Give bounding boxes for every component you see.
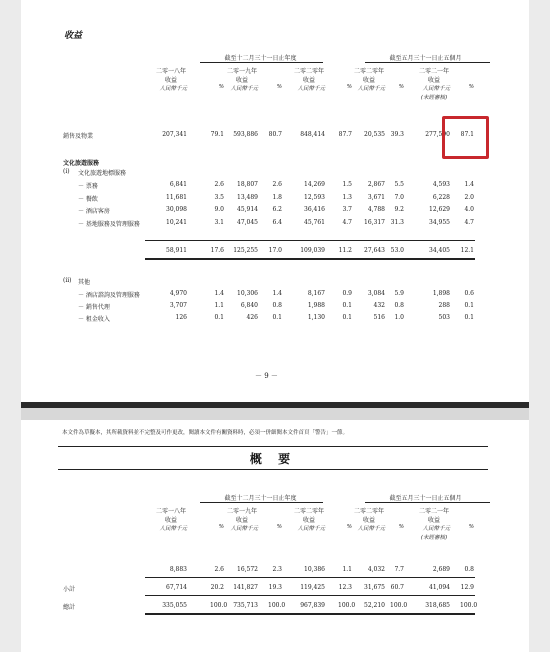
row-i-percent: 6.4 [272, 218, 282, 226]
row-ii-percent: 0.1 [464, 314, 474, 321]
row-ii-percent: 0.1 [342, 302, 352, 309]
row-ii-percent: 0.9 [342, 290, 352, 297]
p2-row-value: 4,032 [367, 566, 385, 573]
sales-value: 277,590 [425, 131, 450, 138]
row-i-value: 30,098 [166, 206, 187, 213]
p2-total-value: 318,685 [425, 602, 450, 609]
row-label-sales: 銷售及物業 [63, 133, 94, 140]
row-ii-value: 1,988 [307, 302, 325, 309]
p2-total-percent: 100.0 [460, 602, 478, 609]
row-ii-value: 426 [246, 314, 258, 321]
row-ii-value: 1,898 [432, 290, 450, 297]
row-i-value: 12,593 [304, 193, 325, 201]
revenue-header: 收益 [362, 517, 375, 524]
row-i-percent: 5.5 [394, 181, 404, 188]
percent-header: % [468, 84, 474, 90]
row-ii-percent: 0.1 [214, 314, 224, 321]
revenue-header: 收益 [164, 517, 177, 524]
row-i-percent: 9.0 [214, 206, 224, 213]
row-i-value: 11,681 [166, 193, 187, 201]
row-ii-percent: 0.1 [342, 314, 352, 321]
row-ii-percent: 0.8 [394, 302, 404, 309]
sub-i-label: 文化旅遊地標服務 [78, 170, 127, 177]
percent-header: % [218, 524, 224, 530]
row-label: － 酒店諮詢及管理服務 [78, 292, 140, 299]
row-ii-value: 3,084 [367, 290, 385, 297]
row-i-percent: 6.2 [272, 206, 282, 213]
row-label: － 銷售代理 [78, 304, 110, 311]
row-ii-percent: 0.6 [464, 290, 474, 297]
p2-subtotal-percent: 19.3 [268, 584, 282, 591]
sales-percent: 79.1 [210, 131, 224, 138]
p2-subtotal-percent: 20.2 [210, 584, 224, 591]
subtotal-i-value: 109,039 [300, 247, 325, 254]
row-label: － 基地服務及管理服務 [78, 220, 140, 228]
row-i-value: 13,489 [237, 193, 258, 201]
row-ii-percent: 1.1 [214, 302, 224, 309]
row-i-value: 45,914 [237, 206, 258, 213]
row-i-value: 47,045 [237, 218, 258, 226]
sales-percent: 80.7 [268, 131, 282, 138]
percent-header: % [346, 524, 352, 530]
percent-header: % [398, 524, 404, 530]
p2-row-percent: 0.8 [464, 566, 474, 573]
year-header: 二零二零年 [293, 508, 324, 515]
year-header: 二零一八年 [155, 508, 186, 515]
subtotal-i-percent: 11.2 [338, 247, 352, 254]
row-ii-value: 3,707 [169, 302, 187, 309]
row-i-percent: 3.5 [214, 193, 224, 201]
row-i-percent: 7.0 [394, 193, 404, 201]
sales-percent: 87.7 [338, 131, 352, 138]
unaudited-note: (未經審核) [420, 95, 448, 101]
unaudited-note: (未經審核) [420, 535, 448, 541]
draft-notice: 本文件為草擬本，其所載資料並不完整及可作更改，閱讀本文件有關資料時，必須一併細閱本文件首頁「警告」一節。 [62, 430, 349, 436]
row-i-value: 4,788 [367, 206, 385, 213]
row-label: － 酒店客房 [78, 208, 110, 215]
p2-subtotal-value: 141,827 [233, 584, 258, 591]
subtotal-i-value: 58,911 [166, 247, 187, 254]
percent-header: % [218, 84, 224, 90]
row-ii-percent: 1.4 [214, 290, 224, 297]
p2-row-value: 8,883 [169, 566, 187, 573]
row-i-value: 2,867 [367, 181, 385, 188]
unit-header: 人民幣千元 [230, 526, 258, 532]
row-i-value: 18,807 [237, 181, 258, 188]
row-ii-value: 288 [438, 302, 450, 309]
year-header: 二零一八年 [155, 68, 186, 75]
percent-header: % [346, 84, 352, 90]
row-i-percent: 2.6 [272, 181, 282, 188]
row-ii-percent: 1.4 [272, 290, 282, 297]
unit-header: 人民幣千元 [357, 86, 385, 92]
summary-banner: 概 要 [58, 446, 488, 470]
row-i-value: 16,317 [364, 218, 385, 226]
percent-header: % [468, 524, 474, 530]
unit-header: 人民幣千元 [297, 86, 325, 92]
p2-subtotal-value: 67,714 [166, 584, 187, 591]
subtotal-i-value: 125,255 [233, 247, 258, 254]
row-i-percent: 1.3 [342, 193, 352, 201]
p2-row-value: 10,386 [304, 566, 325, 573]
row-i-value: 12,629 [429, 206, 450, 213]
category-header: 文化旅遊服務 [63, 160, 100, 167]
p2-row-percent: 2.6 [214, 566, 224, 573]
row-ii-value: 4,970 [169, 290, 187, 297]
revenue-header: 收益 [427, 77, 440, 84]
p2-total-percent: 100.0 [268, 602, 286, 609]
year-header: 二零二一年 [418, 508, 449, 515]
subtotal-i-percent: 17.6 [210, 247, 224, 254]
percent-header: % [398, 84, 404, 90]
sales-value: 207,341 [162, 131, 187, 138]
row-i-percent: 1.5 [342, 181, 352, 188]
p2-row-percent: 2.3 [272, 566, 282, 573]
p2-total-value: 52,210 [364, 602, 385, 609]
row-i-percent: 4.0 [464, 206, 474, 213]
year-header: 二零二零年 [353, 68, 384, 75]
subtotal-i-percent: 12.1 [460, 247, 474, 254]
sub-ii-marker: (ii) [63, 277, 72, 284]
row-label: － 餐飲 [78, 195, 98, 203]
row-i-percent: 31.3 [390, 218, 404, 226]
year-header: 二零二零年 [353, 508, 384, 515]
row-i-percent: 9.2 [394, 206, 404, 213]
page-separator [21, 402, 529, 420]
year-header: 二零一九年 [226, 508, 257, 515]
unit-header: 人民幣千元 [422, 526, 450, 532]
row-ii-value: 432 [373, 302, 385, 309]
page-number: － 9 － [255, 372, 278, 380]
revenue-header: 收益 [427, 517, 440, 524]
row-i-percent: 3.1 [214, 218, 224, 226]
sales-percent: 87.1 [460, 131, 474, 138]
row-i-percent: 1.8 [272, 193, 282, 201]
sub-ii-label: 其他 [78, 279, 91, 286]
row-ii-value: 6,840 [240, 302, 258, 309]
p2-subtotal-percent: 12.9 [460, 584, 474, 591]
row-ii-value: 10,306 [237, 290, 258, 297]
subtotal-i-value: 27,643 [364, 247, 385, 254]
unit-header: 人民幣千元 [159, 86, 187, 92]
revenue-header: 收益 [164, 77, 177, 84]
p2-total-value: 735,713 [233, 602, 258, 609]
row-i-value: 6,228 [432, 193, 450, 201]
total-label: 總計 [63, 604, 76, 611]
row-i-percent: 2.0 [464, 193, 474, 201]
row-label: － 租金收入 [78, 316, 110, 323]
subtotal-i-value: 34,405 [429, 247, 450, 254]
row-ii-value: 8,167 [307, 290, 325, 297]
row-ii-percent: 0.8 [272, 302, 282, 309]
row-i-value: 3,671 [367, 193, 385, 201]
row-ii-percent: 0.1 [272, 314, 282, 321]
unit-header: 人民幣千元 [159, 526, 187, 532]
p2-total-value: 335,055 [162, 602, 187, 609]
highlight-box [442, 116, 489, 159]
p2-subtotal-value: 119,425 [300, 584, 325, 591]
unit-header: 人民幣千元 [357, 526, 385, 532]
sales-value: 848,414 [300, 131, 325, 138]
year-header: 二零一九年 [226, 68, 257, 75]
subtotal-label: 小計 [63, 586, 76, 593]
p2-subtotal-value: 31,675 [364, 584, 385, 591]
row-i-value: 34,955 [429, 218, 450, 226]
subtotal-i-percent: 53.0 [390, 247, 404, 254]
revenue-header: 收益 [235, 517, 248, 524]
group1-header: 截至十二月三十一日止年度 [224, 55, 297, 62]
row-i-value: 36,416 [304, 206, 325, 213]
row-i-percent: 4.7 [464, 218, 474, 226]
group2-header: 截至五月三十一日止五個月 [389, 55, 462, 62]
p2-row-percent: 7.7 [394, 566, 404, 573]
year-header: 二零二一年 [418, 68, 449, 75]
percent-header: % [276, 84, 282, 90]
revenue-header: 收益 [302, 77, 315, 84]
p2-total-value: 967,839 [300, 602, 325, 609]
p2-total-percent: 100.0 [338, 602, 356, 609]
row-ii-value: 516 [373, 314, 385, 321]
revenue-header: 收益 [302, 517, 315, 524]
row-ii-percent: 1.0 [394, 314, 404, 321]
year-header: 二零二零年 [293, 68, 324, 75]
row-i-value: 4,593 [432, 181, 450, 188]
p2-subtotal-value: 41,094 [429, 584, 450, 591]
row-i-value: 14,269 [304, 181, 325, 188]
sub-i-marker: (i) [63, 168, 70, 175]
unit-header: 人民幣千元 [297, 526, 325, 532]
revenue-header: 收益 [235, 77, 248, 84]
p2-row-value: 2,689 [432, 566, 450, 573]
sales-value: 20,535 [364, 131, 385, 138]
row-ii-value: 1,130 [307, 314, 325, 321]
row-ii-value: 503 [438, 314, 450, 321]
revenue-header: 收益 [362, 77, 375, 84]
p2-total-percent: 100.0 [390, 602, 408, 609]
row-i-percent: 1.4 [464, 181, 474, 188]
unit-header: 人民幣千元 [230, 86, 258, 92]
row-i-value: 6,841 [169, 181, 187, 188]
row-i-value: 10,241 [166, 218, 187, 226]
p2-group2-header: 截至五月三十一日止五個月 [389, 495, 462, 502]
p2-row-value: 16,572 [237, 566, 258, 573]
percent-header: % [276, 524, 282, 530]
p2-subtotal-percent: 60.7 [390, 584, 404, 591]
row-ii-value: 126 [175, 314, 187, 321]
row-i-percent: 3.7 [342, 206, 352, 213]
row-i-percent: 2.6 [214, 181, 224, 188]
subtotal-i-percent: 17.0 [268, 247, 282, 254]
p2-group1-header: 截至十二月三十一日止年度 [224, 495, 297, 502]
p2-row-percent: 1.1 [342, 566, 352, 573]
section-title: 收益 [64, 31, 83, 41]
row-label: － 票務 [78, 183, 98, 190]
unit-header: 人民幣千元 [422, 86, 450, 92]
sales-percent: 39.3 [390, 131, 404, 138]
row-ii-percent: 5.9 [394, 290, 404, 297]
sales-value: 593,886 [233, 131, 258, 138]
row-i-value: 45,761 [304, 218, 325, 226]
row-ii-percent: 0.1 [464, 302, 474, 309]
row-i-percent: 4.7 [342, 218, 352, 226]
p2-total-percent: 100.0 [210, 602, 228, 609]
p2-subtotal-percent: 12.3 [338, 584, 352, 591]
